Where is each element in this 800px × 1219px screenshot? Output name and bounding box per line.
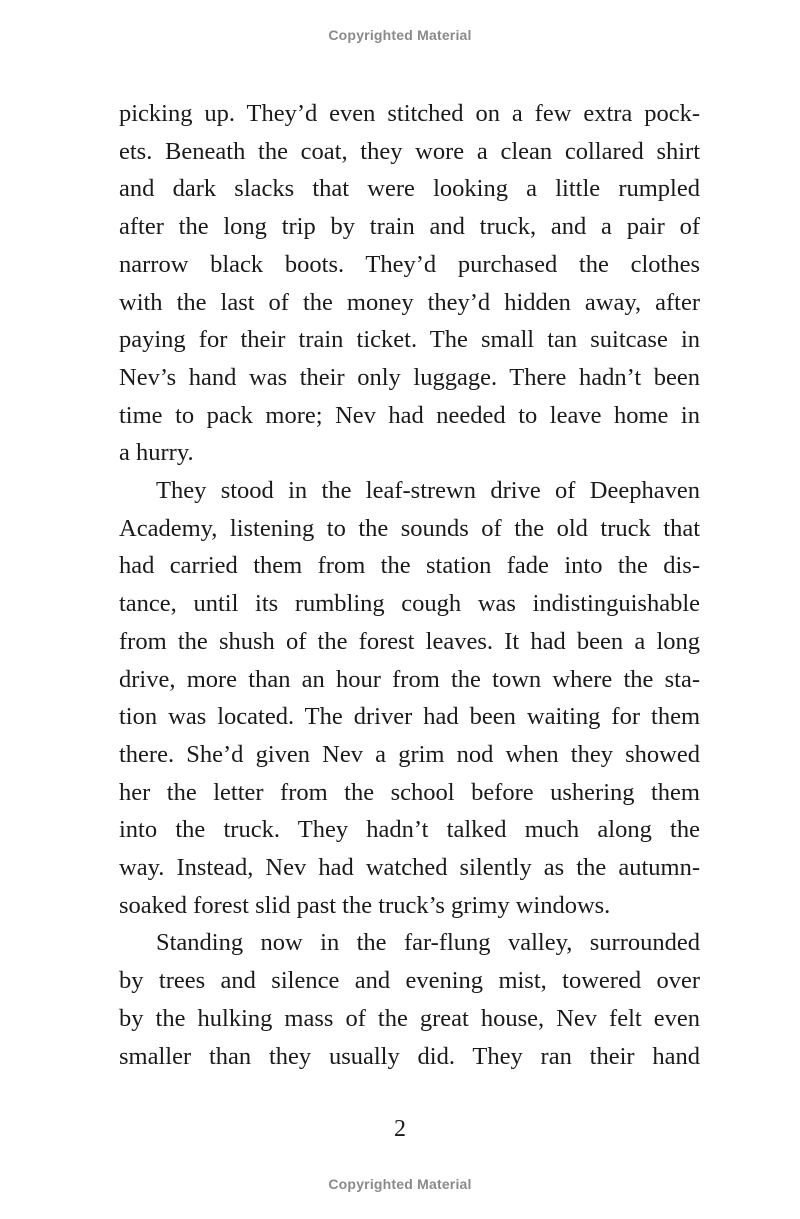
text-line: picking up. They’d even stitched on a few extra pock- [119,100,700,127]
text-line: paying for their train ticket. The small tan suitcase in [119,326,700,354]
text-line: and dark slacks that were looking a little rumpled [119,175,700,203]
text-line: Academy, listening to the sounds of the old truck that [119,514,700,542]
text-line: there. She’d given Nev a grim nod when they showed [119,740,700,768]
copyright-watermark-top: Copyrighted Material [328,27,472,43]
text-line: her the letter from the school before ushering them [119,778,700,806]
text-line: had carried them from the station fade into the dis- [119,552,700,580]
text-line: from the shush of the forest leaves. It had been a long [119,627,700,655]
text-line: narrow black boots. They’d purchased the clothes [119,250,700,278]
text-line: into the truck. They hadn’t talked much along the [119,816,700,844]
text-line: with the last of the money they’d hidden away, after [119,288,700,316]
text-line: time to pack more; Nev had needed to leave home in [119,401,700,429]
text-line: soaked forest slid past the truck’s grimy windows. [119,891,611,919]
text-line: a hurry. [119,439,194,467]
text-line: They stood in the leaf-strewn drive of Deephaven [156,477,700,505]
paragraph-1 [119,95,700,472]
paragraph-3 [119,924,700,1075]
text-line: by trees and silence and evening mist, towered over [119,967,700,995]
page-body-text [119,95,700,1075]
text-line: smaller than they usually did. They ran their hand [119,1042,700,1070]
text-line: ets. Beneath the coat, they wore a clean collared shirt [119,137,700,165]
text-line: drive, more than an hour from the town where the sta- [119,665,700,693]
text-line: Nev’s hand was their only luggage. There hadn’t been [119,363,700,391]
copyright-watermark-bottom: Copyrighted Material [328,1176,472,1192]
text-line: way. Instead, Nev had watched silently as the autumn- [119,854,700,882]
text-line: tion was located. The driver had been waiting for them [119,703,700,731]
text-line: by the hulking mass of the great house, Nev felt even [119,1004,700,1032]
text-line: Standing now in the far-flung valley, surrounded [156,929,700,957]
paragraph-2 [119,472,700,924]
text-line: tance, until its rumbling cough was indistinguishable [119,590,700,618]
text-line: after the long trip by train and truck, and a pair of [119,213,700,241]
page-number: 2 [394,1116,406,1142]
